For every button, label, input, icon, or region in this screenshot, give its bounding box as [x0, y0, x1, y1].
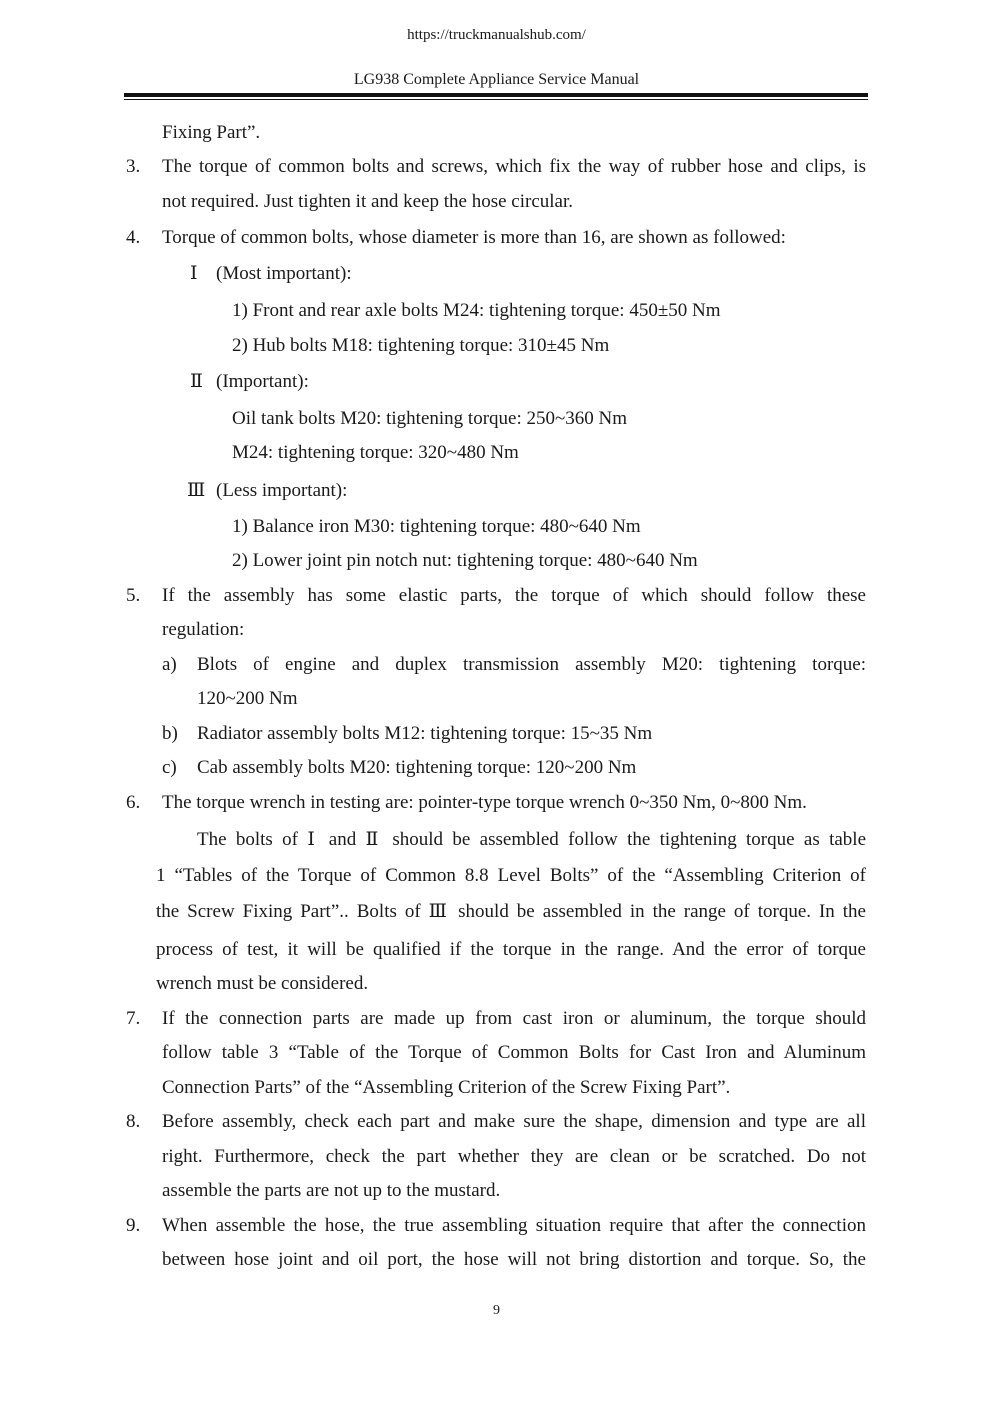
item-6-paragraph-line-1: The bolts of Ⅰ and Ⅱ should be assembled follow the tightening torque as table [197, 829, 866, 850]
subitem-a-mark: a) [162, 654, 177, 675]
header-title: LG938 Complete Appliance Service Manual [353, 71, 640, 88]
item-8-number: 8. [126, 1111, 141, 1132]
group-3-mark: Ⅲ [187, 480, 206, 501]
item-6-number: 6. [126, 792, 141, 813]
subitem-b-mark: b) [162, 723, 178, 744]
item-9-line-2: between hose joint and oil port, the hose will not bring distortion and torque. So, the [162, 1249, 866, 1270]
group-3-item-2: 2) Lower joint pin notch nut: tightening torque: 480~640 Nm [232, 550, 698, 571]
item-4-line-1: Torque of common bolts, whose diameter is more than 16, are shown as followed: [162, 227, 786, 248]
item-3-line-2: not required. Just tighten it and keep the hose circular. [162, 191, 574, 212]
item-6-paragraph-line-3: the Screw Fixing Part”.. Bolts of Ⅲ should be assembled in the range of torque. In the [156, 901, 866, 922]
subitem-a-line-2: 120~200 Nm [197, 688, 298, 709]
subitem-a-line-1: Blots of engine and duplex transmission assembly M20: tightening torque: [197, 654, 866, 675]
item-7-number: 7. [126, 1008, 141, 1029]
item-7-line-2: follow table 3 “Table of the Torque of Common Bolts for Cast Iron and Aluminum [162, 1042, 866, 1063]
item-7-line-1: If the connection parts are made up from cast iron or aluminum, the torque should [162, 1008, 866, 1029]
item-8-line-1: Before assembly, check each part and make sure the shape, dimension and type are all [162, 1111, 866, 1132]
group-2-item-1: Oil tank bolts M20: tightening torque: 250~360 Nm [232, 408, 628, 429]
item-4-number: 4. [126, 227, 141, 248]
group-2-label: (Important): [216, 371, 309, 392]
group-2-item-2: M24: tightening torque: 320~480 Nm [232, 442, 519, 463]
header-rule-thin [124, 99, 868, 100]
item-8-line-3: assemble the parts are not up to the mustard. [162, 1180, 501, 1201]
item-9-number: 9. [126, 1215, 141, 1236]
group-1-item-1: 1) Front and rear axle bolts M24: tightening torque: 450±50 Nm [232, 300, 721, 321]
continuation-line: Fixing Part”. [162, 122, 261, 143]
item-3-line-1: The torque of common bolts and screws, which fix the way of rubber hose and clips, is [162, 156, 866, 177]
item-9-line-1: When assemble the hose, the true assembling situation require that after the connection [162, 1215, 866, 1236]
item-8-line-2: right. Furthermore, check the part whether they are clean or be scratched. Do not [162, 1146, 866, 1167]
group-1-label: (Most important): [216, 263, 352, 284]
subitem-c-mark: c) [162, 757, 177, 778]
item-6-line-1: The torque wrench in testing are: pointer-type torque wrench 0~350 Nm, 0~800 Nm. [162, 792, 807, 813]
item-6-paragraph-line-5: wrench must be considered. [156, 973, 369, 994]
page-number: 9 [493, 1303, 500, 1318]
subitem-c-line-1: Cab assembly bolts M20: tightening torque: 120~200 Nm [197, 757, 637, 778]
group-1-item-2: 2) Hub bolts M18: tightening torque: 310±45 Nm [232, 335, 610, 356]
group-2-mark: Ⅱ [190, 371, 203, 392]
item-5-line-1: If the assembly has some elastic parts, the torque of which should follow these [162, 585, 866, 606]
subitem-b-line-1: Radiator assembly bolts M12: tightening torque: 15~35 Nm [197, 723, 653, 744]
item-3-number: 3. [126, 156, 141, 177]
header-rule-thick [124, 93, 868, 97]
item-6-paragraph-line-2: 1 “Tables of the Torque of Common 8.8 Level Bolts” of the “Assembling Criterion of [156, 865, 866, 886]
item-5-number: 5. [126, 585, 141, 606]
group-3-item-1: 1) Balance iron M30: tightening torque: 480~640 Nm [232, 516, 641, 537]
item-7-line-3: Connection Parts” of the “Assembling Criterion of the Screw Fixing Part”. [162, 1077, 731, 1098]
item-5-line-2: regulation: [162, 619, 245, 640]
header-url: https://truckmanualshub.com/ [407, 27, 586, 43]
group-3-label: (Less important): [216, 480, 348, 501]
group-1-mark: Ⅰ [190, 263, 198, 284]
item-6-paragraph-line-4: process of test, it will be qualified if the torque in the range. And the error of torque [156, 939, 866, 960]
